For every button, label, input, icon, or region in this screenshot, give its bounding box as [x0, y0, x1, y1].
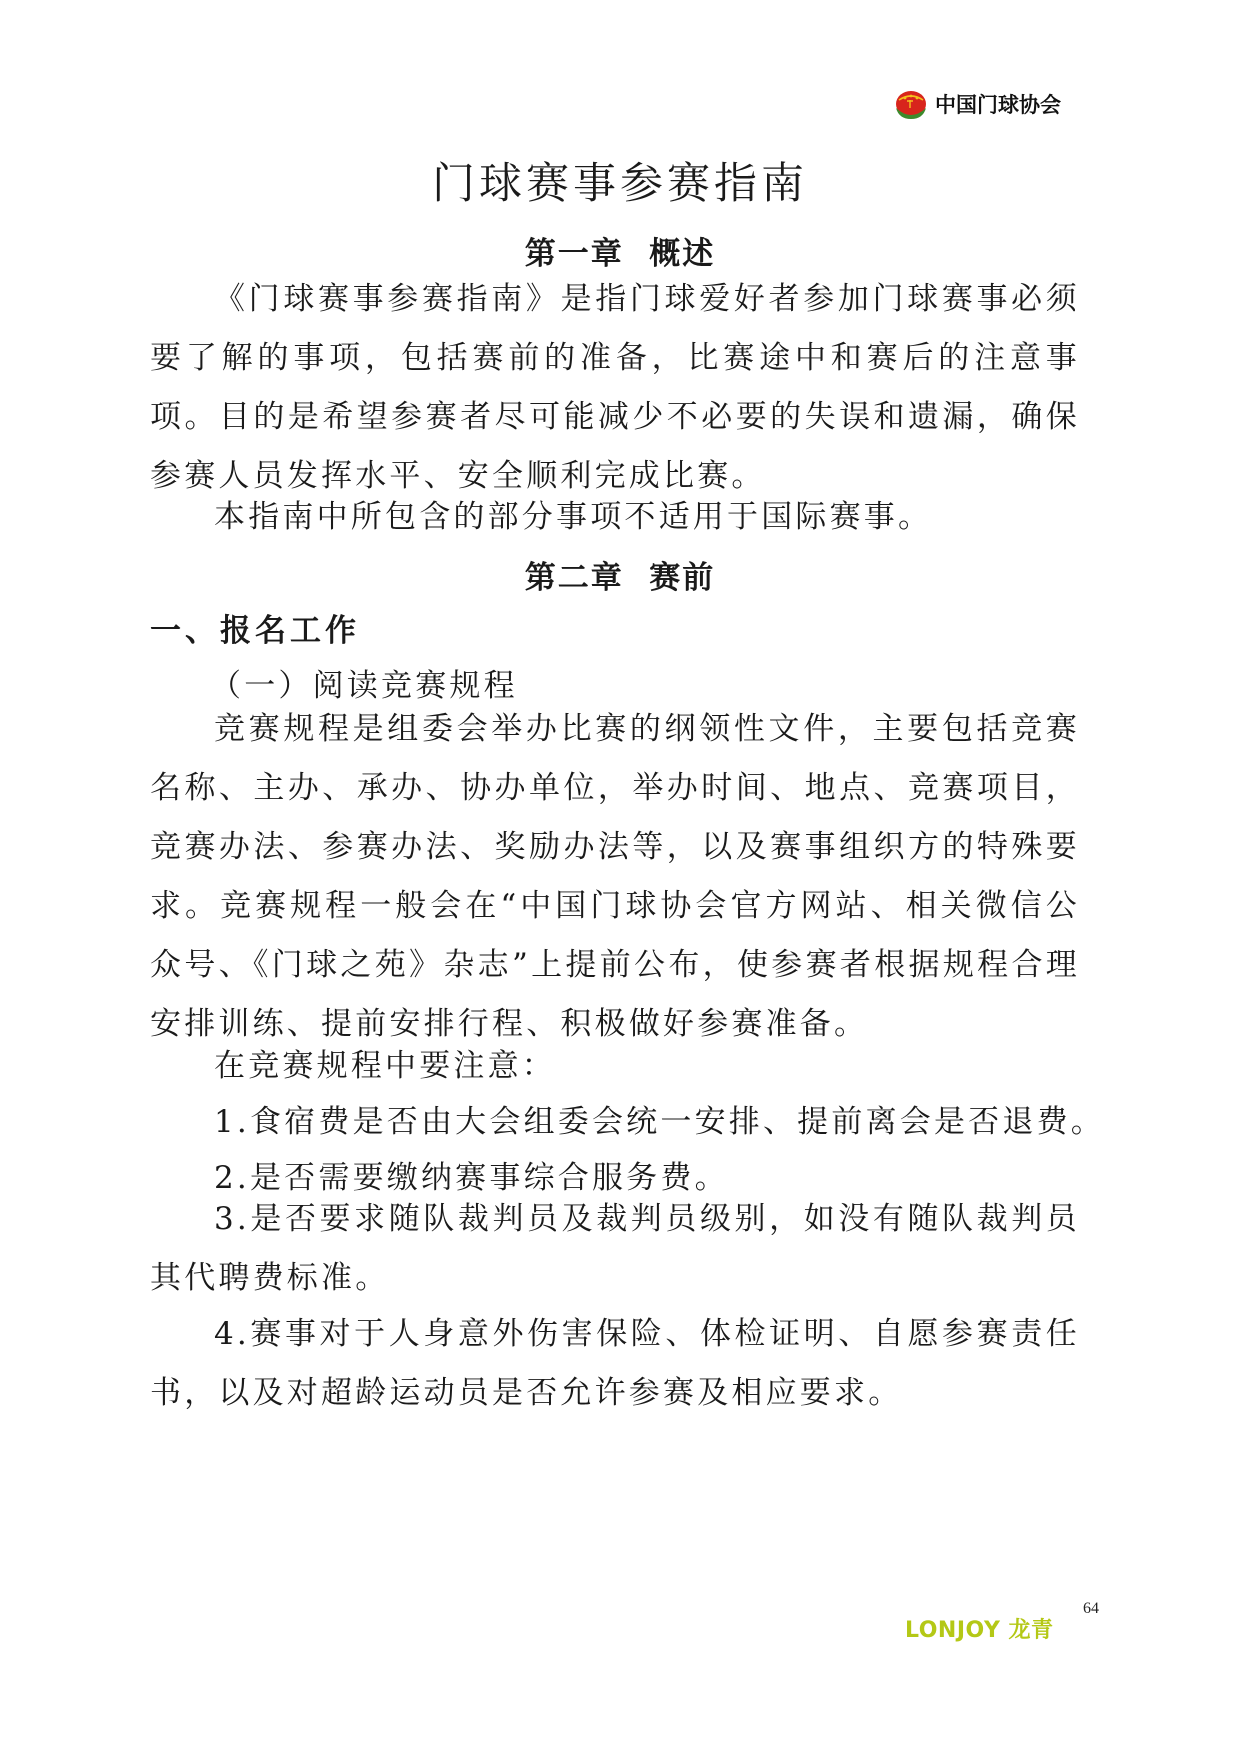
note-item-2: 2.是否需要缴纳赛事综合服务费。 — [214, 1160, 729, 1196]
note-item-3: 3.是否要求随队裁判员及裁判员级别，如没有随队裁判员其代聘费标准。 — [150, 1201, 1080, 1296]
notes-intro: 在竞赛规程中要注意： — [214, 1048, 556, 1084]
footer-brand-logo: LONJOY 龙青 — [905, 1618, 1054, 1643]
page-number: 64 — [1083, 1600, 1099, 1617]
note-item-1: 1.食宿费是否由大会组委会统一安排、提前离会是否退费。 — [214, 1104, 1105, 1140]
chapter-1-paragraph-1: 《门球赛事参赛指南》是指门球爱好者参加门球赛事必须要了解的事项，包括赛前的准备，比赛途中和赛后的注意事项。目的是希望参赛者尽可能减少不必要的失误和遗漏，确保参赛人员发挥水平、安全顺利完成比赛。 — [150, 281, 1080, 494]
association-emblem-icon — [893, 88, 929, 120]
subsection-1-heading: （一）阅读竞赛规程 — [210, 668, 518, 704]
header-logo — [893, 88, 1061, 120]
chapter-2-heading: 第二章 赛前 — [524, 560, 716, 596]
page-title: 门球赛事参赛指南 — [432, 159, 808, 209]
chapter-1-paragraph-2: 本指南中所包含的部分事项不适用于国际赛事。 — [214, 499, 933, 535]
section-1-heading: 一、报名工作 — [150, 613, 360, 649]
subsection-1-paragraph: 竞赛规程是组委会举办比赛的纲领性文件，主要包括竞赛名称、主办、承办、协办单位，举办时间、地点、竞赛项目，竞赛办法、参赛办法、奖励办法等，以及赛事组织方的特殊要求。竞赛规程一般会在“中国门球协会官方网站、相关微信公众号、《门球之苑》杂志”上提前公布，使参赛者根据规程合理安排训练、提前安排行程、积极做好参赛准备。 — [150, 711, 1080, 1042]
note-item-4: 4.赛事对于人身意外伤害保险、体检证明、自愿参赛责任书，以及对超龄运动员是否允许参赛及相应要求。 — [150, 1316, 1080, 1411]
chapter-1-heading: 第一章 概述 — [524, 236, 716, 272]
association-name: 中国门球协会 — [935, 93, 1061, 117]
